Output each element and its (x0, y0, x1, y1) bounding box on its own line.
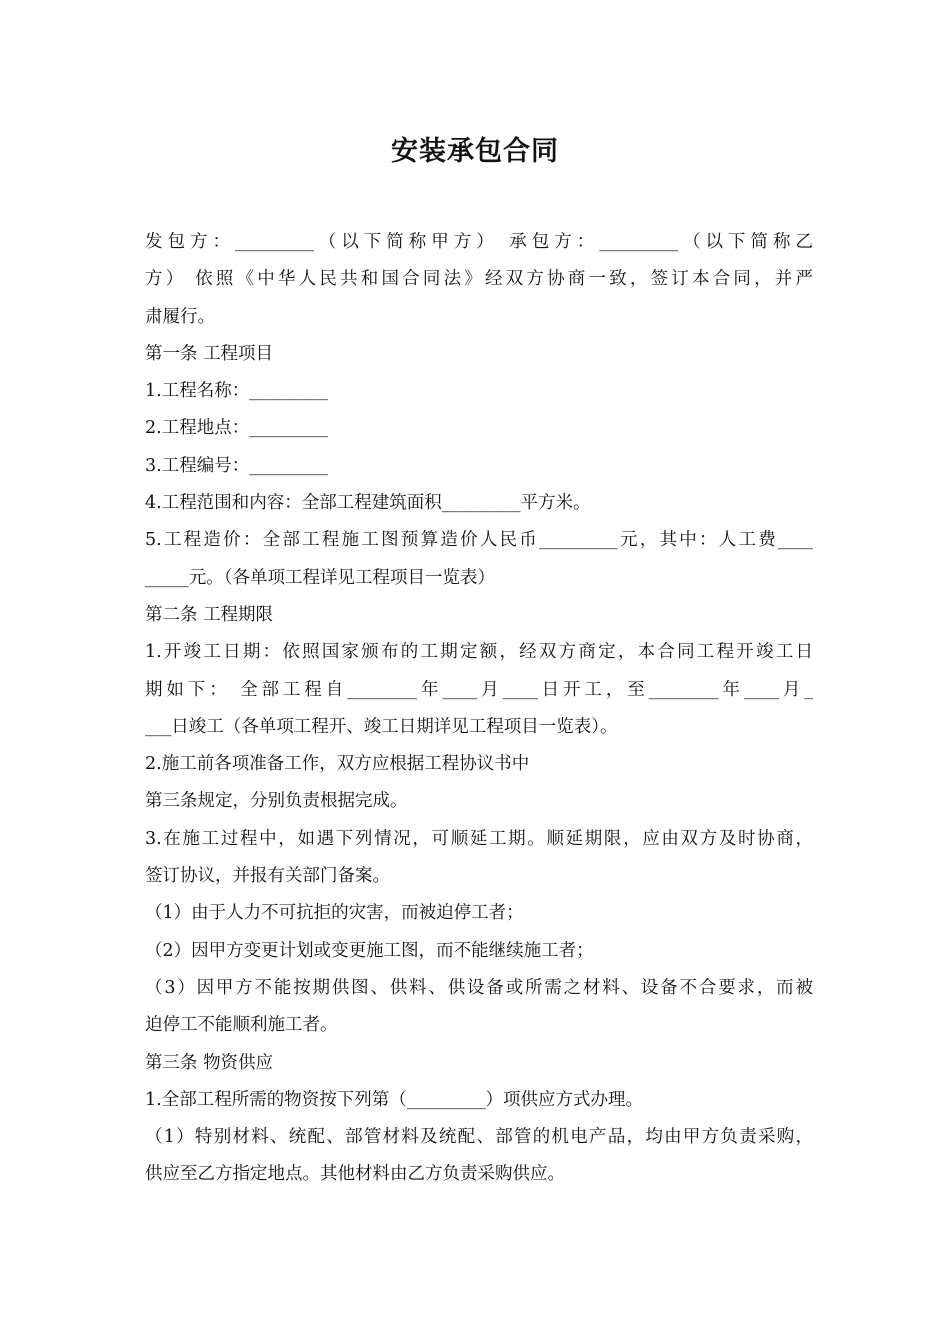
body-line: 迫停工不能顺利施工者。 (145, 1015, 338, 1036)
body-line: 2.工程地点：_________ (145, 418, 328, 439)
body-line: （3）因甲方不能按期供图、供料、供设备或所需之材料、设备不合要求，而被 (145, 977, 813, 998)
body-line: 第三条规定，分别负责根据完成。 (145, 791, 408, 812)
body-line: 肃履行。 (145, 306, 215, 327)
body-line: 发包方：_________（以下简称甲方） 承包方：_________（以下简称乙 (145, 232, 813, 252)
body-line: （1）由于人力不可抗拒的灾害，而被迫停工者； (145, 903, 524, 924)
body-line: ___日竣工（各单项工程开、竣工日期详见工程项目一览表）。 (145, 716, 618, 737)
body-line: 期如下： 全部工程自________年____月____日开工，至________年____月_ (145, 679, 813, 700)
body-line: 第三条 物资供应 (145, 1052, 274, 1073)
body-line: 3.工程编号：_________ (145, 455, 328, 476)
body-line: （1）特别材料、统配、部管材料及统配、部管的机电产品，均由甲方负责采购， (145, 1127, 813, 1148)
body-line: 5.工程造价：全部工程施工图预算造价人民币_________元，其中：人工费____ (145, 530, 813, 551)
body-line: 3.在施工过程中，如遇下列情况，可顺延工期。顺延期限，应由双方及时协商， (145, 828, 813, 849)
body-line: 2.施工前各项准备工作，双方应根据工程协议书中 (145, 754, 530, 775)
document-title: 安装承包合同 (391, 136, 559, 167)
body-line: 供应至乙方指定地点。其他材料由乙方负责采购供应。 (145, 1164, 565, 1185)
body-line: 4.工程范围和内容：全部工程建筑面积_________平方米。 (145, 493, 591, 514)
body-line: 签订协议，并报有关部门备案。 (145, 866, 390, 887)
body-line: _____元。（各单项工程详见工程项目一览表） (145, 567, 495, 588)
body-line: 1.工程名称：_________ (145, 381, 328, 402)
body-line: 第一条 工程项目 (145, 343, 274, 364)
body-line: （2）因甲方变更计划或变更施工图，而不能继续施工者； (145, 940, 594, 961)
body-line: 第二条 工程期限 (145, 604, 274, 625)
body-line: 方） 依照《中华人民共和国合同法》经双方协商一致，签订本合同，并严 (145, 269, 813, 290)
body-line: 1.全部工程所需的物资按下列第（_________）项供应方式办理。 (145, 1089, 643, 1110)
body-line: 1.开竣工日期：依照国家颁布的工期定额，经双方商定，本合同工程开竣工日 (145, 642, 813, 663)
document-body (145, 224, 813, 1194)
